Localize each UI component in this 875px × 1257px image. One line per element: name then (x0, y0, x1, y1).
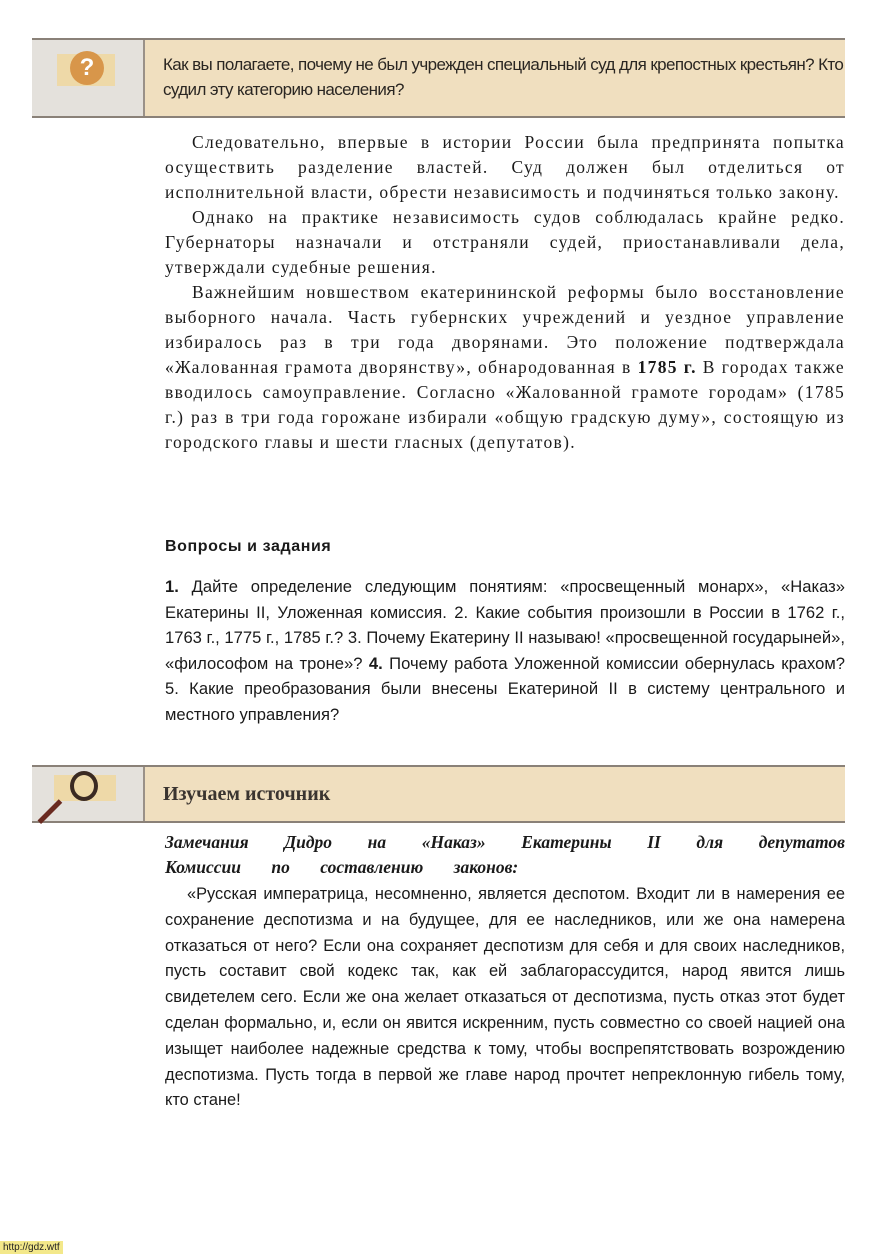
paragraph-text: В городах также вводилось самоуправление. Согласно «Жалованной грамоте городам» (1785 г.) раз в три года горожане избирали «общую градскую думу», состоящую из городского главы и шести гласных (депутатов). (165, 357, 846, 452)
question-box-text: Как вы полагаете, почему не был учрежден специальный суд для крепостных крестьян? Кто судил эту категорию населения? (145, 40, 845, 116)
paragraph: Однако на практике независимость судов соблюдалась крайне редко. Губернаторы назначали и отстраняли судей, приостанавливали дела, утверждали судебные решения. (165, 207, 845, 277)
question-icon-area (32, 40, 145, 116)
questions-heading: Вопросы и задания (165, 538, 332, 555)
question-box (32, 38, 845, 118)
source-paragraph: «Русская императрица, несомненно, является деспотом. Входит ли в намерения ее сохранение деспотизма и на будущее, для ее наследников, или же она намерена отказаться от него? Если она сохраняет деспотизм для себя и для своих наследников, пусть составит свой кодекс так, как ей заблагорассудится, народ явится лишь свидетелем сего. Если же она желает отказаться от деспотизма, пусть отказ этот будет сделан формально, и, если он явится искренним, пусть совместно со своей нацией она изыщет наиболее надежные средства к тому, чтобы воспрепятствовать возрождению деспотизма. Пусть тогда в первой же главе народ прочтет непреклонную гибель тому, кто стане! (165, 885, 845, 1110)
question-mark-icon: ? (70, 51, 104, 85)
question-text: Почему работа Уложенной комиссии обернулась крахом? 5. Какие преобразования были внесены Екатериной II в систему центрального и местного управления? (165, 653, 845, 724)
questions-text (165, 574, 845, 728)
magnifier-icon-area (32, 767, 145, 821)
magnifier-icon (54, 775, 116, 801)
paragraph-text: Важнейшим новшеством екатерининской реформы было восстановление выборного начала. Часть губернских учреждений и уездное управление избиралось раз в три года дворянами. Это положение подтверждала «Жалованная грамота дворянству», обнародованная в (165, 282, 845, 377)
question-text: Дайте определение следующим понятиям: «просвещенный монарх», «Наказ» Екатерины II, Уложенная комиссия. 2. Какие события произошли в России в 1762 г., 1763 г., 1775 г., 1785 г.? 3. Почему Екатерину II называю! «просвещенной государыней», «философом на троне»? (165, 577, 845, 673)
bold-year: 1785 г. (637, 357, 697, 377)
source-title (165, 830, 845, 880)
footer-link[interactable]: http://gdz.wtf (0, 1241, 63, 1254)
question-number: 4. (368, 653, 383, 673)
source-box-heading: Изучаем источник (145, 767, 845, 821)
source-title-line: Замечания Дидро на «Наказ» Екатерины II для депутатов (165, 832, 845, 852)
source-box (32, 765, 845, 823)
source-text (165, 882, 845, 1114)
paragraph (165, 280, 845, 455)
paragraph: Следовательно, впервые в истории России была предпринята попытка осуществить разделение властей. Суд должен был отделиться от исполнительной власти, обрести независимость и подчиняться только закону. (165, 132, 845, 202)
question-number: 1. (165, 577, 179, 596)
main-text (165, 130, 845, 455)
source-title-line: Комиссии по составлению законов: (165, 857, 519, 877)
